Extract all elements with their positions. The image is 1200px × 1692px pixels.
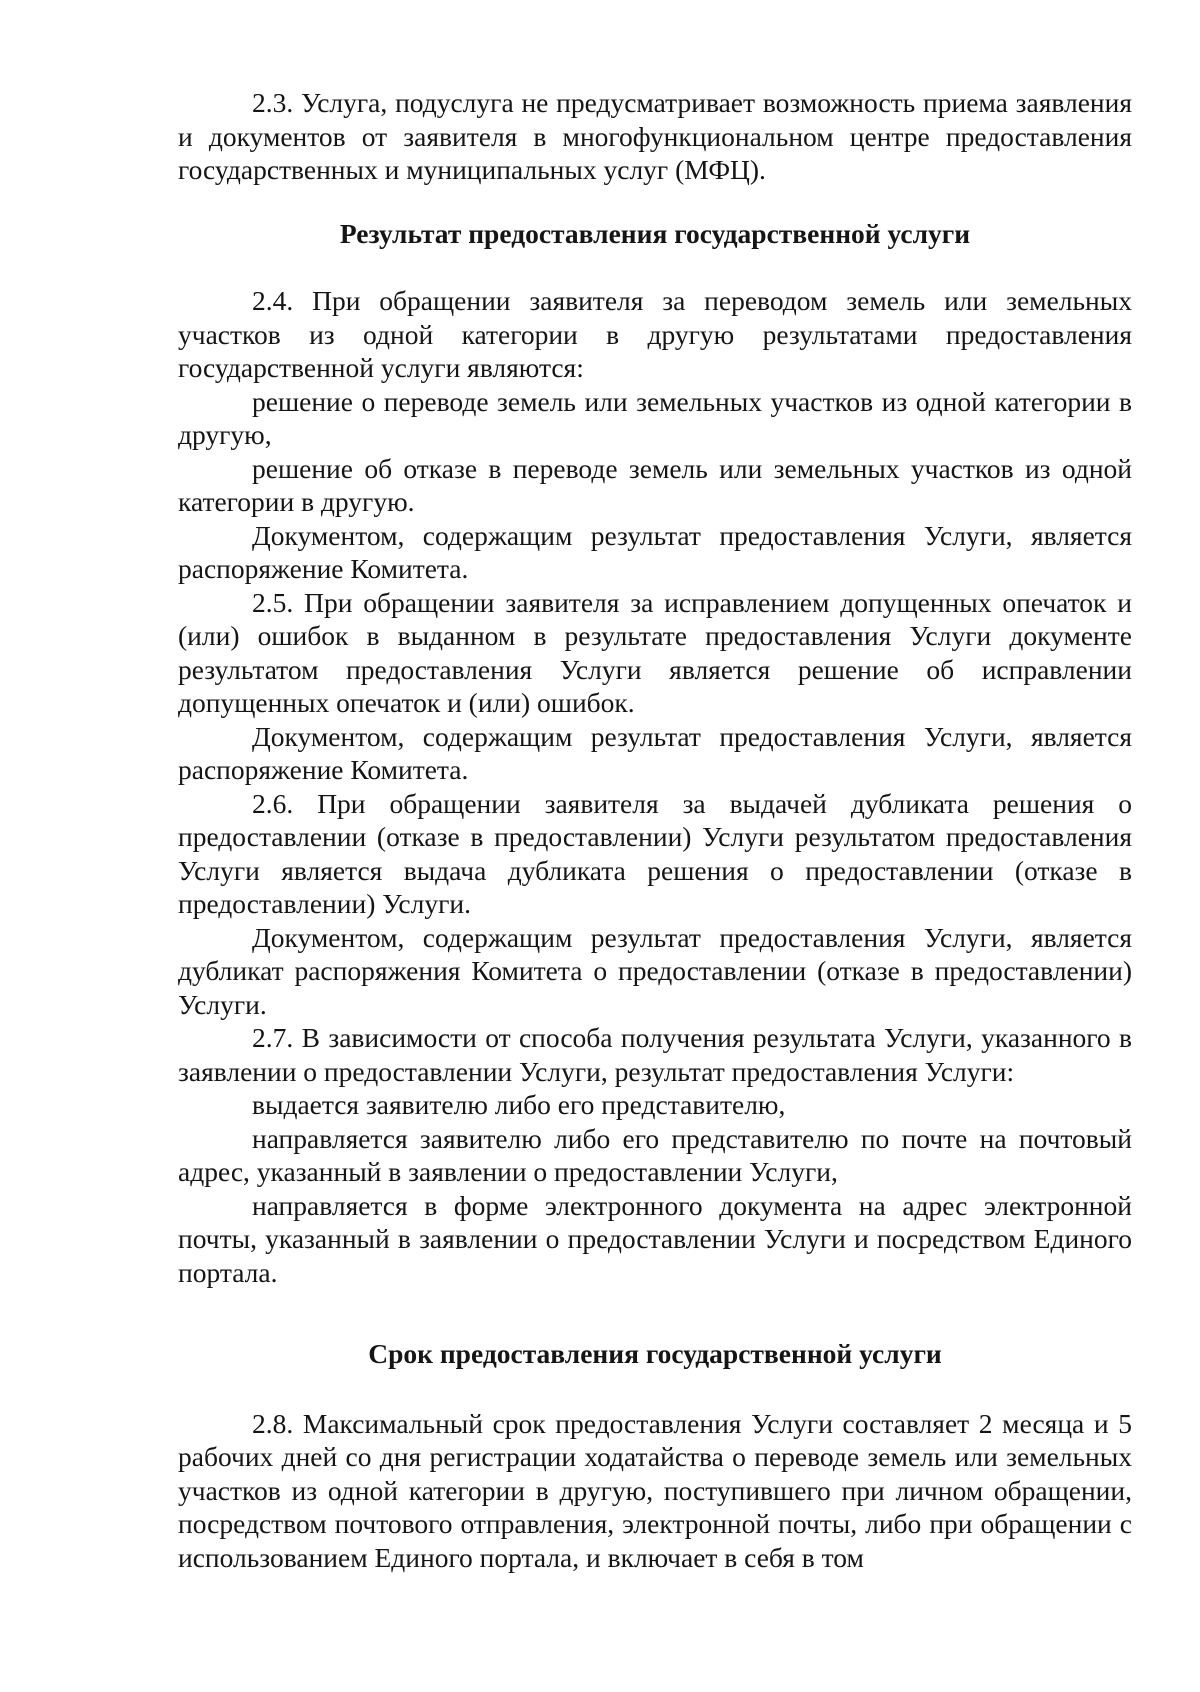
paragraph-2-5: 2.5. При обращении заявителя за исправлением допущенных опечаток и (или) ошибок в выданном в результате предоставления Услуги документе результатом предоставления Услуги является решение об исправлении допущенных опечаток и (или) ошибок. <box>178 586 1132 718</box>
paragraph-2-7-option-c: направляется в форме электронного документа на адрес электронной почты, указанный в заявлении о предоставлении Услуги и посредством Единого портала. <box>178 1189 1132 1288</box>
paragraph-2-7: 2.7. В зависимости от способа получения результата Услуги, указанного в заявлении о предоставлении Услуги, результат предоставления Услуги: <box>178 1022 1132 1087</box>
heading-term: Срок предоставления государственной услуги <box>368 1338 942 1369</box>
paragraph-2-6-document: Документом, содержащим результат предоставления Услуги, является дубликат распоряжения Комитета о предоставлении (отказе в предоставлении) Услуги. <box>178 921 1132 1020</box>
paragraph-2-4-option-a: решение о переводе земель или земельных участков из одной категории в другую, <box>178 385 1132 450</box>
paragraph-2-4: 2.4. При обращении заявителя за переводом земель или земельных участков из одной категории в другую результатами предоставления государственной услуги являются: <box>178 285 1132 383</box>
heading-result: Результат предоставления государственной услуги <box>339 217 971 249</box>
paragraph-2-6: 2.6. При обращении заявителя за выдачей дубликата решения о предоставлении (отказе в предоставлении) Услуги результатом предоставления Услуги является выдача дубликата решения о предоставлении (отказе в предоставлении) Услуги. <box>178 787 1132 919</box>
paragraph-2-4-option-b: решение об отказе в переводе земель или земельных участков из одной категории в другую. <box>178 452 1132 517</box>
paragraph-2-8: 2.8. Максимальный срок предоставления Услуги составляет 2 месяца и 5 рабочих дней со дня регистрации ходатайства о переводе земель или земельных участков из одной категории в другую, поступившего при личном обращении, посредством почтового отправления, электронной почты, либо при обращении с использованием Единого портала, и включает в себя в том <box>178 1407 1132 1573</box>
paragraph-2-4-document: Документом, содержащим результат предоставления Услуги, является распоряжение Комитета. <box>178 519 1132 584</box>
paragraph-2-3: 2.3. Услуга, подуслуга не предусматривает возможность приема заявления и документов от заявителя в многофункциональном центре предоставления государственных и муниципальных услуг (МФЦ). <box>178 87 1132 185</box>
paragraph-2-7-option-a: выдается заявителю либо его представителю, <box>252 1089 786 1120</box>
paragraph-2-7-option-b: направляется заявителю либо его представителю по почте на почтовый адрес, указанный в заявлении о предоставлении Услуги, <box>178 1122 1132 1187</box>
paragraph-2-5-document: Документом, содержащим результат предоставления Услуги, является распоряжение Комитета. <box>178 720 1132 785</box>
